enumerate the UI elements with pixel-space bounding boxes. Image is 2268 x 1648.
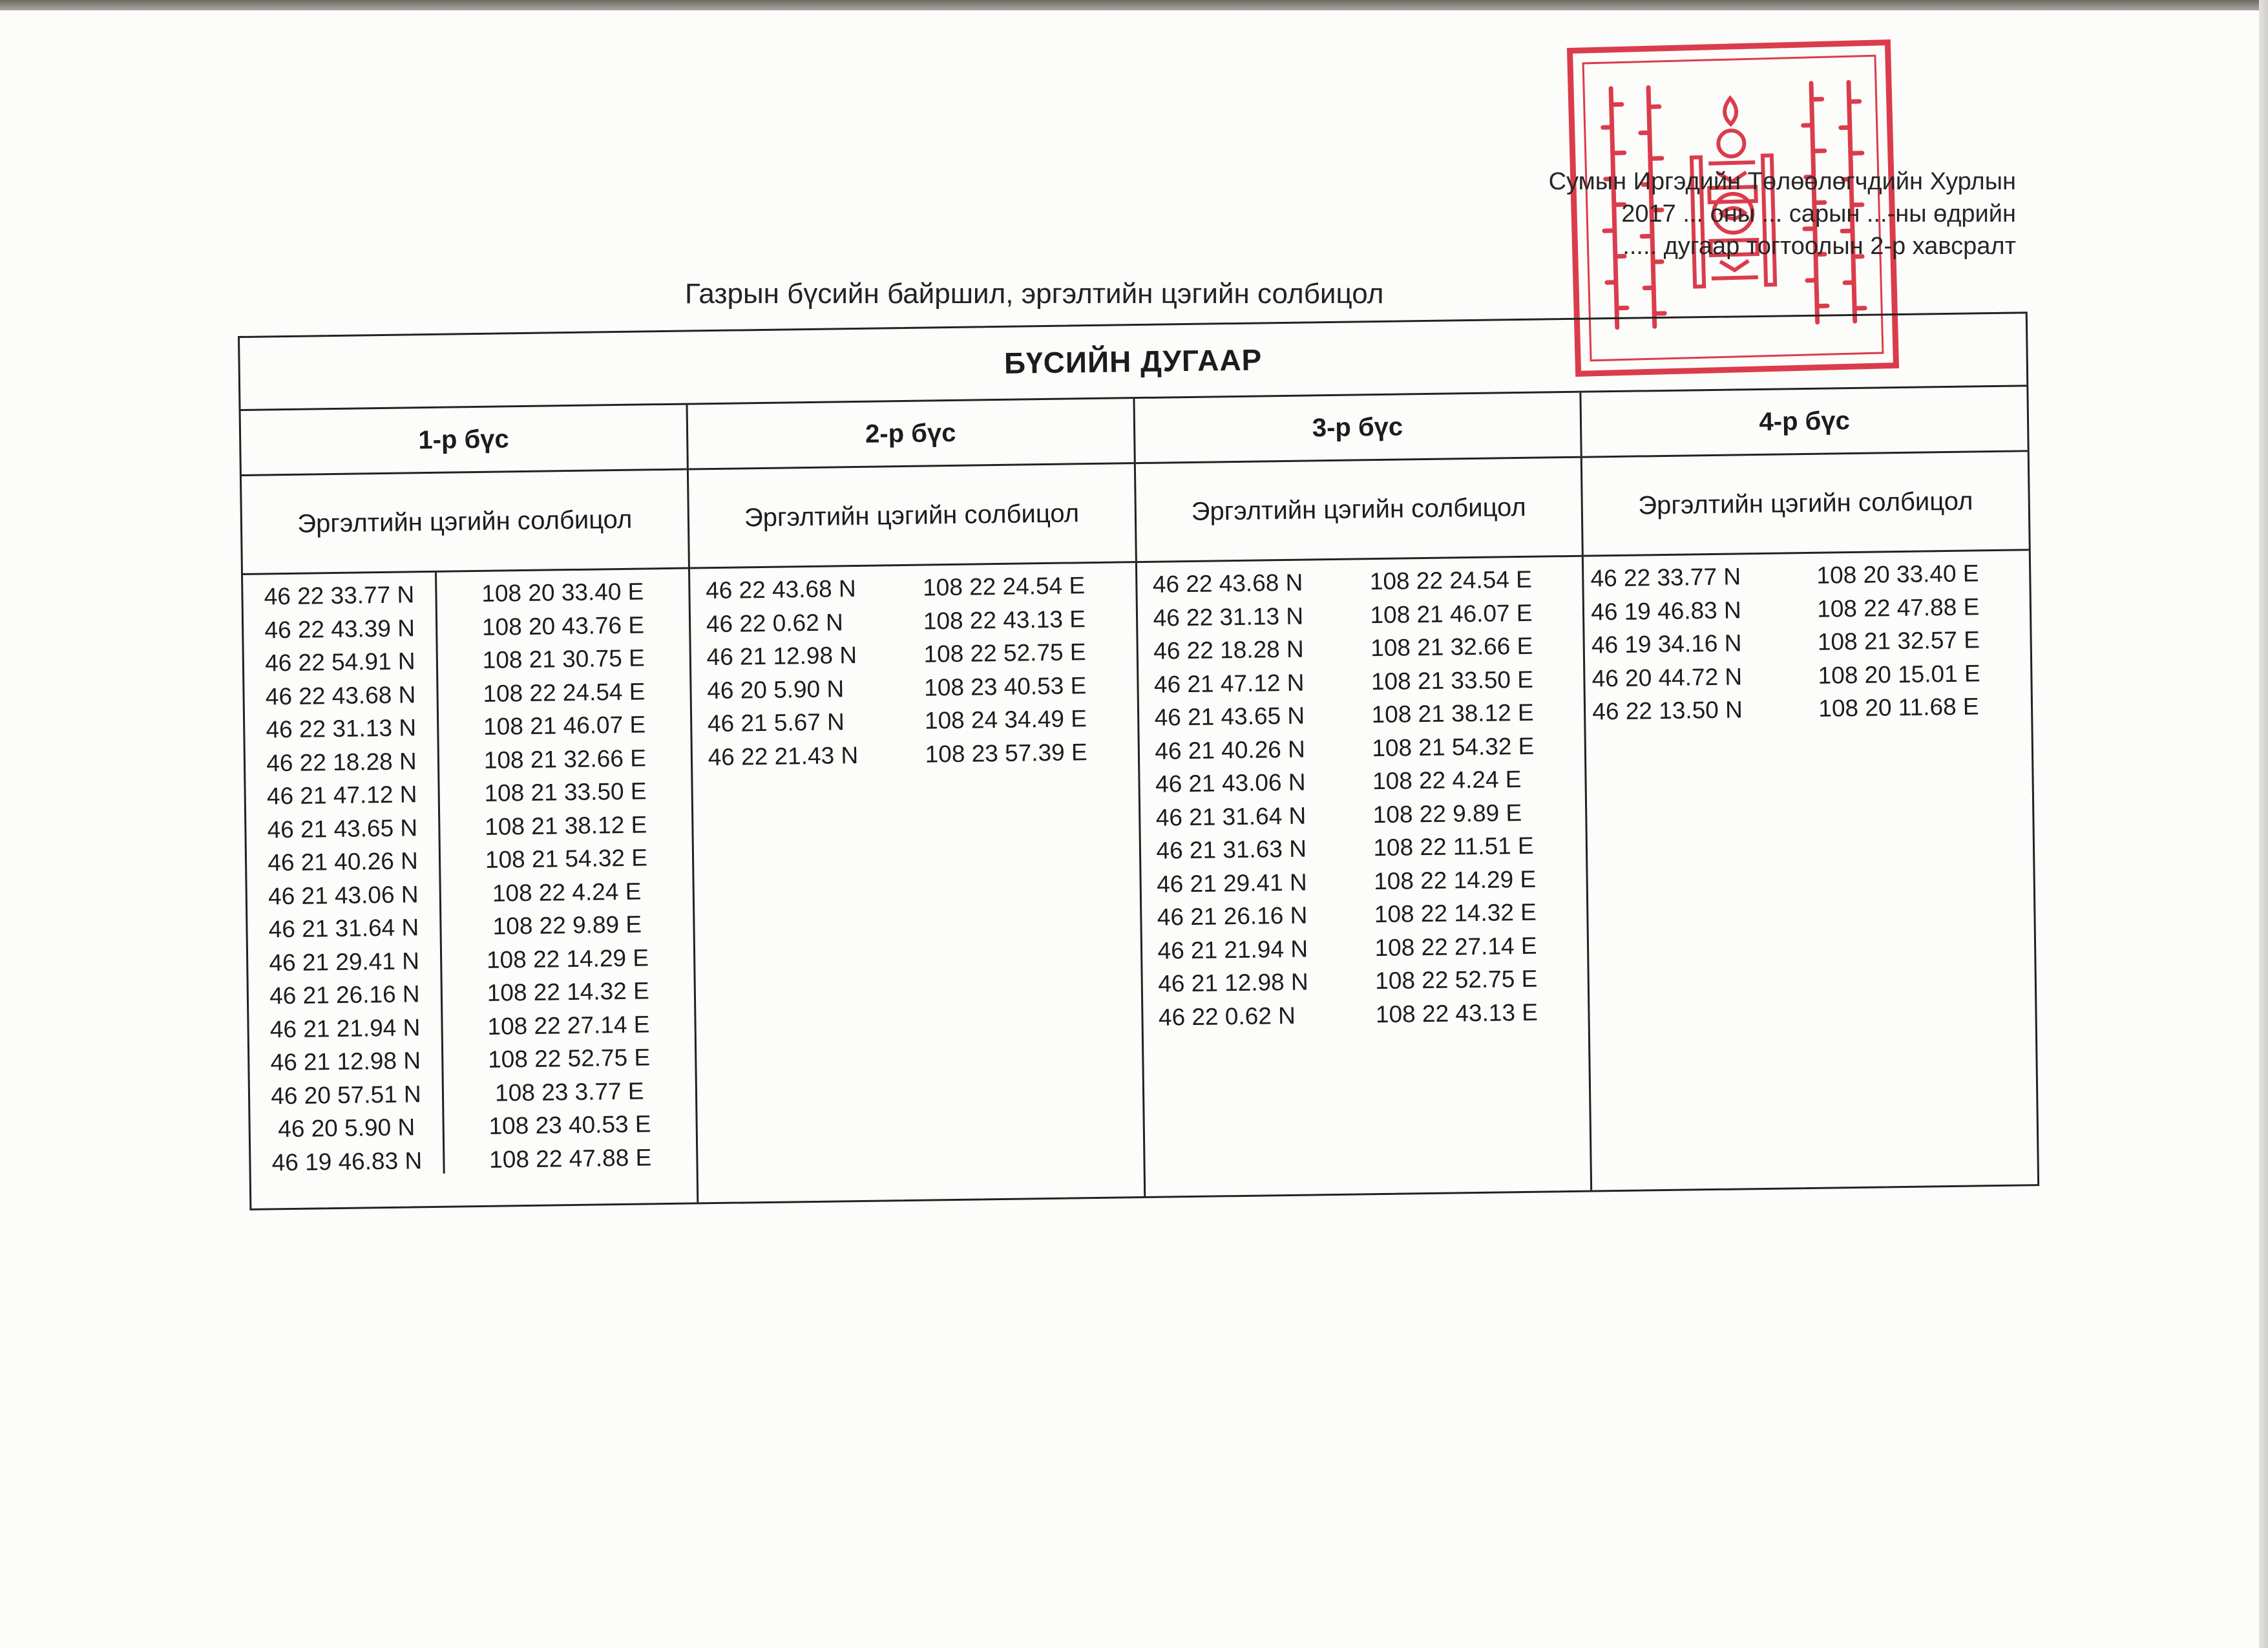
longitude-value: 108 22 24.54 E	[483, 677, 646, 707]
latitude-value: 46 21 26.16 N	[1157, 902, 1308, 931]
longitude-value: 108 22 14.32 E	[1374, 898, 1537, 928]
zone-name: 2-р бүс	[688, 399, 1133, 470]
latitude-value: 46 19 46.83 N	[271, 1146, 423, 1176]
longitude-value: 108 22 24.54 E	[922, 572, 1086, 601]
longitude-value: 108 21 46.07 E	[1370, 599, 1533, 628]
latitude-list	[1137, 560, 1352, 1196]
longitude-value: 108 21 33.50 E	[1370, 666, 1534, 695]
longitude-value: 108 22 4.24 E	[492, 878, 642, 907]
longitude-value: 108 22 43.13 E	[923, 605, 1086, 635]
latitude-value: 46 22 43.68 N	[1152, 569, 1303, 598]
latitude-value: 46 22 13.50 N	[1592, 696, 1743, 725]
latitude-value: 46 21 47.12 N	[1153, 669, 1305, 698]
zone-name: 1-р бүс	[241, 405, 687, 476]
zone-points	[243, 569, 696, 1176]
zone-columns	[241, 386, 2038, 1209]
latitude-value: 46 20 5.90 N	[707, 675, 845, 704]
longitude-value: 108 22 52.75 E	[1374, 965, 1538, 995]
longitude-value: 108 22 52.75 E	[923, 639, 1086, 668]
latitude-value: 46 21 31.63 N	[1156, 835, 1307, 864]
annex-note	[1549, 165, 2016, 262]
coordinates-table-wrapper	[238, 312, 2039, 1210]
zone-column-1	[241, 405, 698, 1209]
annex-note-line: ..... дугаар тогтоолын 2-р хавсралт	[1622, 233, 2016, 260]
longitude-value: 108 21 32.66 E	[483, 744, 647, 774]
zone-subheader: Эргэлтийн цэгийн солбицол	[1582, 452, 2029, 556]
zone-column-3	[1135, 393, 1592, 1196]
latitude-value: 46 22 33.77 N	[264, 581, 415, 610]
latitude-value: 46 21 12.98 N	[270, 1047, 421, 1076]
longitude-value: 108 22 14.32 E	[487, 977, 650, 1006]
longitude-value: 108 20 11.68 E	[1818, 693, 1979, 722]
latitude-value: 46 22 21.43 N	[708, 741, 859, 770]
latitude-value: 46 21 21.94 N	[269, 1013, 421, 1042]
latitude-value: 46 21 31.64 N	[268, 914, 419, 943]
longitude-value: 108 21 54.32 E	[485, 844, 648, 873]
annex-note-line: Сумын Иргэдийн Төлөөлөгчдийн Хурлын	[1548, 168, 2016, 195]
latitude-value: 46 22 54.91 N	[264, 648, 415, 677]
longitude-value: 108 21 46.07 E	[483, 711, 646, 740]
longitude-value: 108 22 9.89 E	[1372, 799, 1522, 828]
longitude-value: 108 20 33.40 E	[481, 578, 644, 607]
latitude-value: 46 21 47.12 N	[266, 781, 417, 810]
longitude-value: 108 21 54.32 E	[1372, 732, 1535, 761]
coordinates-table	[238, 312, 2039, 1210]
longitude-value: 108 22 27.14 E	[487, 1010, 650, 1040]
longitude-value: 108 22 43.13 E	[1375, 998, 1538, 1028]
longitude-value: 108 21 33.50 E	[484, 777, 647, 807]
zone-column-4	[1582, 386, 2037, 1190]
latitude-value: 46 20 5.90 N	[277, 1114, 415, 1143]
longitude-value: 108 22 14.29 E	[1373, 865, 1537, 894]
latitude-list	[243, 573, 445, 1176]
longitude-value: 108 22 9.89 E	[492, 911, 642, 940]
latitude-value: 46 21 29.41 N	[1156, 869, 1307, 898]
longitude-value: 108 22 47.88 E	[488, 1143, 652, 1173]
zone-subheader: Эргэлтийн цэгийн солбицол	[1135, 458, 1582, 563]
longitude-value: 108 21 30.75 E	[482, 644, 645, 673]
latitude-list	[1584, 554, 1799, 1190]
scan-top-edge	[0, 0, 2268, 10]
latitude-value: 46 20 44.72 N	[1591, 662, 1743, 692]
longitude-value: 108 21 38.12 E	[484, 810, 647, 840]
latitude-value: 46 21 26.16 N	[269, 980, 420, 1009]
latitude-value: 46 22 43.39 N	[264, 614, 415, 643]
zone-name: 4-р бүс	[1582, 386, 2028, 458]
latitude-value: 46 21 29.41 N	[269, 947, 420, 976]
longitude-value: 108 21 32.66 E	[1370, 632, 1533, 662]
latitude-value: 46 21 40.26 N	[268, 847, 419, 876]
longitude-value: 108 20 33.40 E	[1816, 560, 1979, 589]
latitude-value: 46 22 0.62 N	[1158, 1002, 1296, 1031]
longitude-value: 108 21 38.12 E	[1371, 699, 1534, 728]
zone-subheader: Эргэлтийн цэгийн солбицол	[242, 470, 688, 575]
longitude-list	[437, 569, 696, 1174]
scan-right-edge	[2259, 0, 2268, 1648]
longitude-list	[897, 563, 1144, 1199]
zone-points	[690, 563, 1144, 1202]
latitude-value: 46 22 33.77 N	[1590, 563, 1741, 592]
latitude-value: 46 19 46.83 N	[1590, 596, 1741, 626]
latitude-value: 46 21 5.67 N	[707, 708, 845, 737]
longitude-list	[1790, 551, 2037, 1187]
zone-points	[1584, 551, 2037, 1190]
latitude-value: 46 21 40.26 N	[1155, 735, 1306, 765]
longitude-list	[1343, 557, 1590, 1194]
latitude-value: 46 19 34.16 N	[1591, 629, 1742, 659]
longitude-value: 108 22 24.54 E	[1369, 565, 1533, 595]
longitude-value: 108 23 57.39 E	[925, 738, 1087, 768]
latitude-value: 46 21 21.94 N	[1157, 935, 1308, 964]
table-heading: БҮСИЙН ДУГААР	[240, 313, 2026, 411]
latitude-value: 46 21 43.65 N	[1154, 702, 1305, 731]
latitude-value: 46 21 43.06 N	[1155, 768, 1306, 798]
longitude-value: 108 22 27.14 E	[1374, 932, 1537, 961]
longitude-value: 108 21 32.57 E	[1817, 626, 1980, 655]
latitude-value: 46 21 12.98 N	[706, 642, 857, 671]
latitude-value: 46 21 43.65 N	[267, 814, 418, 843]
longitude-value: 108 22 14.29 E	[486, 944, 649, 973]
latitude-value: 46 21 43.06 N	[268, 880, 419, 909]
zone-column-2	[688, 399, 1145, 1202]
document-title: Газрын бүсийн байршил, эргэлтийн цэгийн солбицол	[685, 278, 1384, 310]
latitude-value: 46 22 43.68 N	[705, 575, 856, 604]
longitude-value: 108 20 43.76 E	[481, 611, 645, 640]
longitude-value: 108 22 52.75 E	[487, 1044, 651, 1073]
zone-name: 3-р бүс	[1135, 393, 1580, 464]
latitude-value: 46 20 57.51 N	[270, 1080, 421, 1109]
latitude-value: 46 22 43.68 N	[265, 681, 416, 710]
annex-note-line: 2017 ... оны ... сарын ...-ны өдрийн	[1621, 200, 2016, 227]
latitude-value: 46 22 0.62 N	[706, 608, 844, 637]
longitude-value: 108 22 11.51 E	[1373, 832, 1534, 861]
longitude-value: 108 23 40.53 E	[923, 671, 1087, 701]
zone-points	[1137, 557, 1590, 1196]
longitude-value: 108 22 4.24 E	[1372, 766, 1522, 795]
zone-subheader: Эргэлтийн цэгийн солбицол	[689, 464, 1135, 569]
latitude-list	[690, 566, 905, 1202]
latitude-value: 46 22 18.28 N	[266, 747, 417, 776]
latitude-value: 46 22 31.13 N	[1153, 602, 1304, 631]
latitude-value: 46 22 31.13 N	[266, 714, 417, 743]
latitude-value: 46 22 18.28 N	[1153, 635, 1304, 664]
latitude-value: 46 21 12.98 N	[1157, 968, 1309, 997]
longitude-value: 108 23 3.77 E	[494, 1077, 644, 1106]
longitude-value: 108 24 34.49 E	[924, 705, 1087, 734]
longitude-value: 108 20 15.01 E	[1818, 659, 1980, 689]
longitude-value: 108 23 40.53 E	[488, 1110, 651, 1139]
latitude-value: 46 21 31.64 N	[1155, 802, 1307, 831]
longitude-value: 108 22 47.88 E	[1816, 593, 1980, 622]
